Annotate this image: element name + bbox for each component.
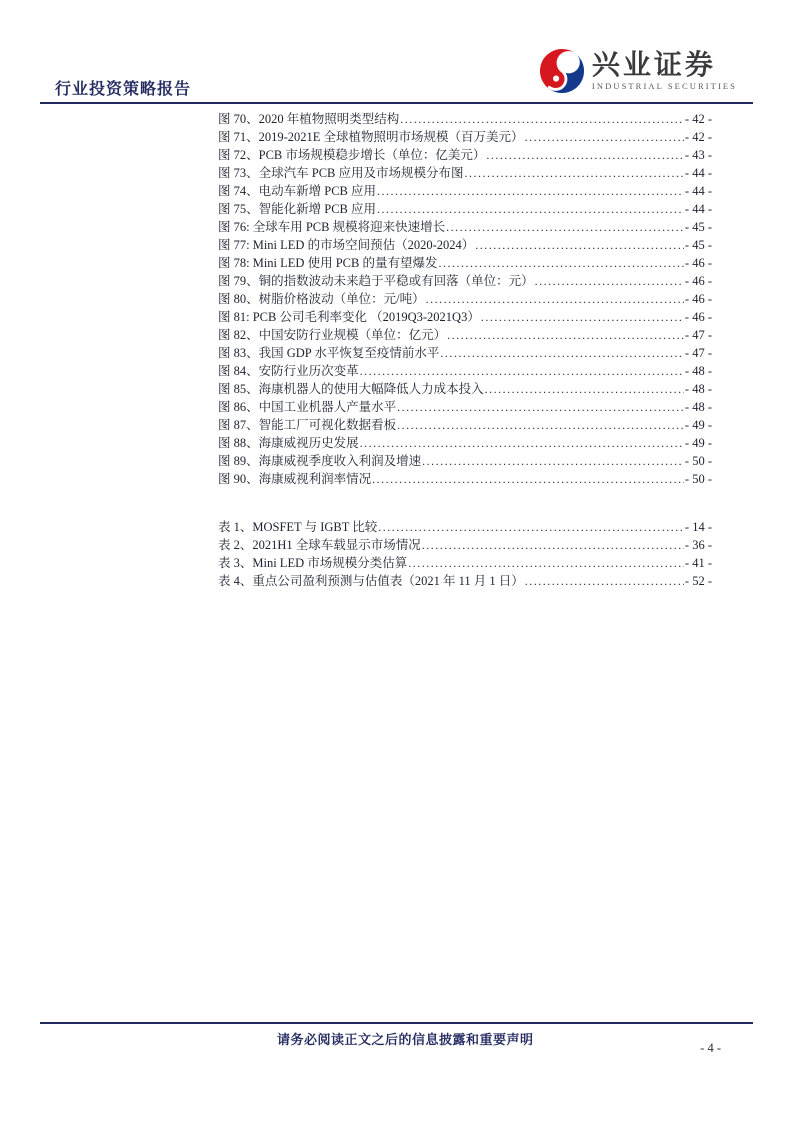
header-divider	[40, 102, 753, 104]
table-list	[218, 517, 712, 589]
toc-table-entry	[218, 535, 712, 553]
toc-figure-entry	[218, 325, 712, 343]
dot-leader	[397, 418, 684, 433]
toc-entry-page: - 52 -	[684, 574, 712, 588]
toc-entry-page: - 48 -	[684, 400, 712, 414]
toc-entry-title: 图 86、中国工业机器人产量水平	[218, 400, 397, 414]
page-number: - 4 -	[700, 1041, 721, 1055]
toc-entry-title: 表 3、Mini LED 市场规模分类估算	[218, 556, 408, 570]
toc-entry-page: - 48 -	[684, 382, 712, 396]
dot-leader	[465, 166, 684, 181]
dot-leader	[377, 184, 684, 199]
toc-figure-entry	[218, 181, 712, 199]
toc-entry-title: 图 85、海康机器人的使用大幅降低人力成本投入	[218, 382, 484, 396]
toc-entry-title: 图 77: Mini LED 的市场空间预估（2020-2024）	[218, 238, 475, 252]
toc-entry-title: 图 79、铜的指数波动未来趋于平稳或有回落（单位：元）	[218, 274, 534, 288]
toc-entry-page: - 44 -	[684, 202, 712, 216]
dot-leader	[525, 574, 684, 589]
toc-entry-title: 图 84、安防行业历次变革	[218, 364, 359, 378]
toc-figure-entry	[218, 361, 712, 379]
dot-leader	[377, 202, 684, 217]
toc-entry-page: - 46 -	[684, 292, 712, 306]
toc-entry-page: - 44 -	[684, 166, 712, 180]
toc-figure-entry	[218, 343, 712, 361]
toc-entry-page: - 48 -	[684, 364, 712, 378]
toc-entry-title: 表 4、重点公司盈利预测与估值表（2021 年 11 月 1 日）	[218, 574, 524, 588]
toc-entry-title: 图 88、海康威视历史发展	[218, 436, 359, 450]
toc-entry-page: - 47 -	[684, 328, 712, 342]
toc-entry-page: - 50 -	[684, 454, 712, 468]
toc-entry-title: 表 1、MOSFET 与 IGBT 比较	[218, 520, 378, 534]
toc-entry-title: 图 78: Mini LED 使用 PCB 的量有望爆发	[218, 256, 438, 270]
toc-entry-page: - 36 -	[684, 538, 712, 552]
toc-figure-entry	[218, 163, 712, 181]
toc-entry-page: - 45 -	[684, 238, 712, 252]
toc-entry-title: 图 74、电动车新增 PCB 应用	[218, 184, 377, 198]
toc-entry-page: - 41 -	[684, 556, 712, 570]
toc-entry-title: 图 80、树脂价格波动（单位：元/吨）	[218, 292, 425, 306]
toc-entry-title: 图 73、全球汽车 PCB 应用及市场规模分布图	[218, 166, 464, 180]
dot-leader	[426, 292, 684, 307]
toc-entry-title: 图 90、海康威视利润率情况	[218, 472, 372, 486]
toc-entry-title: 图 72、PCB 市场规模稳步增长（单位：亿美元）	[218, 148, 486, 162]
dot-leader	[440, 346, 684, 361]
toc-entry-title: 图 82、中国安防行业规模（单位：亿元）	[218, 328, 447, 342]
toc-entry-title: 表 2、2021H1 全球车载显示市场情况	[218, 538, 421, 552]
toc-entry-page: - 46 -	[684, 274, 712, 288]
toc-entry-page: - 50 -	[684, 472, 712, 486]
toc-table-entry	[218, 553, 712, 571]
brand-swirl-icon	[539, 48, 585, 94]
dot-leader	[475, 238, 684, 253]
toc-table-entry	[218, 571, 712, 589]
toc-entry-page: - 44 -	[684, 184, 712, 198]
brand-text-block	[592, 51, 737, 91]
dot-leader	[438, 256, 683, 271]
dot-leader	[447, 328, 684, 343]
toc-figure-entry	[218, 199, 712, 217]
toc-entry-title: 图 76: 全球车用 PCB 规模将迎来快速增长	[218, 220, 446, 234]
toc-entry-title: 图 75、智能化新增 PCB 应用	[218, 202, 377, 216]
dot-leader	[360, 364, 684, 379]
dot-leader	[535, 274, 684, 289]
toc-figure-entry	[218, 307, 712, 325]
dot-leader	[397, 400, 684, 415]
toc-figure-entry	[218, 253, 712, 271]
toc-figure-entry	[218, 469, 712, 487]
toc-entry-page: - 42 -	[684, 130, 712, 144]
toc-entry-title: 图 83、我国 GDP 水平恢复至疫情前水平	[218, 346, 440, 360]
toc-entry-page: - 14 -	[684, 520, 712, 534]
toc-entry-page: - 46 -	[684, 310, 712, 324]
toc-figure-entry	[218, 379, 712, 397]
brand-logo	[539, 48, 737, 94]
dot-leader	[485, 382, 684, 397]
toc-figure-entry	[218, 451, 712, 469]
toc-figure-entry	[218, 109, 712, 127]
toc-entry-title: 图 70、2020 年植物照明类型结构	[218, 112, 400, 126]
toc-figure-entry	[218, 145, 712, 163]
toc-entry-page: - 43 -	[684, 148, 712, 162]
toc-figure-entry	[218, 271, 712, 289]
brand-subtitle: INDUSTRIAL SECURITIES	[591, 81, 737, 92]
toc-entry-title: 图 81: PCB 公司毛利率变化 （2019Q3-2021Q3）	[218, 310, 480, 324]
report-type-label: 行业投资策略报告	[55, 81, 192, 98]
toc-figure-entry	[218, 415, 712, 433]
dot-leader	[525, 130, 684, 145]
toc-entry-title: 图 87、智能工厂可视化数据看板	[218, 418, 397, 432]
footer-disclaimer: 请务必阅读正文之后的信息披露和重要声明	[277, 1032, 534, 1047]
brand-name: 兴业证券	[591, 49, 716, 81]
toc-entry-page: - 49 -	[684, 436, 712, 450]
toc-figure-entry	[218, 127, 712, 145]
toc-entry-page: - 47 -	[684, 346, 712, 360]
dot-leader	[400, 112, 684, 127]
dot-leader	[446, 220, 684, 235]
toc-entry-title: 图 71、2019-2021E 全球植物照明市场规模（百万美元）	[218, 130, 524, 144]
table-of-contents	[218, 109, 712, 589]
toc-figure-entry	[218, 397, 712, 415]
toc-entry-page: - 42 -	[684, 112, 712, 126]
dot-leader	[378, 520, 684, 535]
toc-entry-title: 图 89、海康威视季度收入利润及增速	[218, 454, 422, 468]
toc-figure-entry	[218, 433, 712, 451]
toc-table-entry	[218, 517, 712, 535]
dot-leader	[360, 436, 684, 451]
figure-list	[218, 109, 712, 487]
toc-figure-entry	[218, 217, 712, 235]
dot-leader	[408, 556, 684, 571]
dot-leader	[372, 472, 684, 487]
toc-entry-page: - 49 -	[684, 418, 712, 432]
dot-leader	[486, 148, 684, 163]
footer-divider	[40, 1022, 753, 1024]
toc-figure-entry	[218, 235, 712, 253]
toc-entry-page: - 45 -	[684, 220, 712, 234]
toc-entry-page: - 46 -	[684, 256, 712, 270]
dot-leader	[422, 538, 684, 553]
dot-leader	[422, 454, 684, 469]
dot-leader	[481, 310, 684, 325]
toc-figure-entry	[218, 289, 712, 307]
